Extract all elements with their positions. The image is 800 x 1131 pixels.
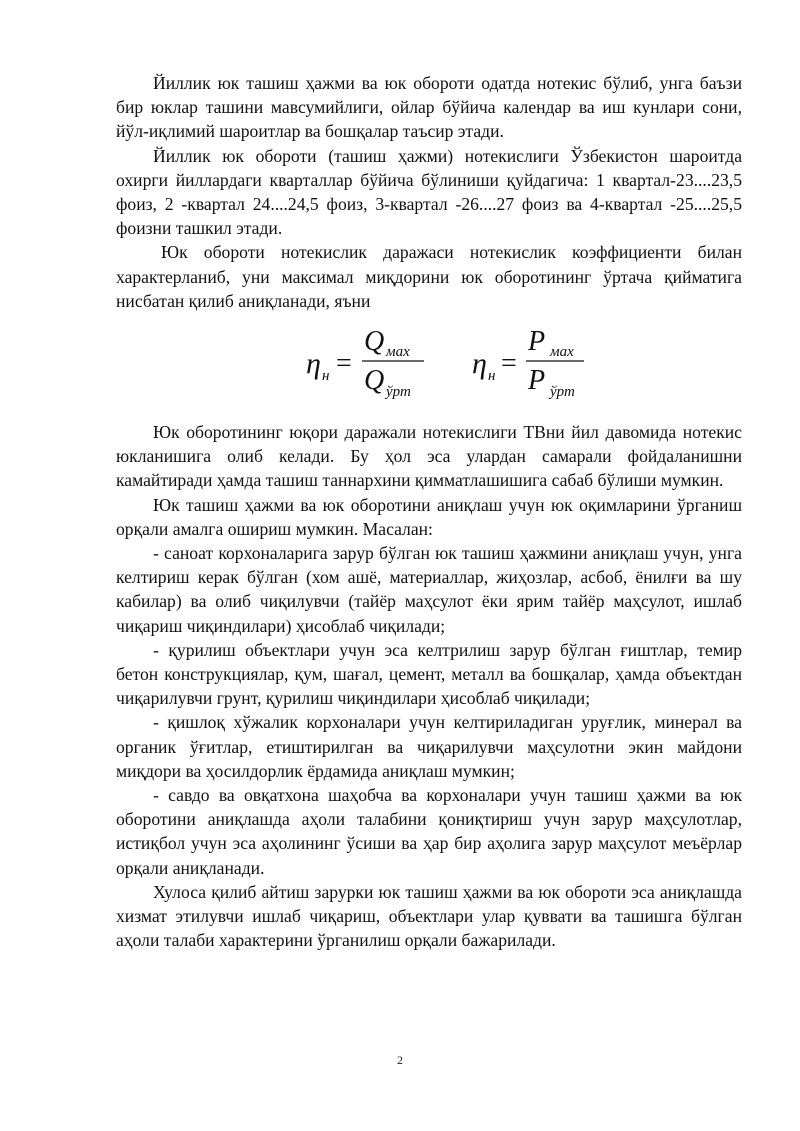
formula-p-denominator: P (528, 365, 546, 396)
paragraph-high-unevenness: Юк оборотининг юқори даражали нотекислиги ТВни йил давомида нотекис юкланишига олиб келади. Бу ҳол эса улардан самарали фойдаланишни камайтиради ҳамда ташиш таннархини қимматлашишига сабаб бўлиши мумкин. (116, 422, 742, 491)
formula-p-sub-avg: ўрт (550, 384, 575, 400)
formula-q (306, 326, 424, 400)
paragraph-quarterly-distribution: Йиллик юк обороти (ташиш ҳажми) нотекислиги Ўзбекистон шароитда охирги йиллардаги кварталлар бўйича бўлиниши қуйдагича: 1 квартал-23....23,5 фоиз, 2 -квартал 24....24,5 фоиз, 3-квартал -26....27 фоиз ва 4-квартал -25....25,5 фоизни ташкил этади. (116, 145, 742, 239)
page-number: 2 (397, 1053, 403, 1067)
paragraph-cargo-flow-study: Юк ташиш ҳажми ва юк оборотини аниқлаш учун юк оқимларини ўрганиш орқали амалга ошириш мумкин. Масалан: (116, 494, 742, 539)
formula-eta-sub-right: н (488, 368, 496, 384)
formula-q-sub-avg: ўрт (386, 384, 411, 400)
formula-q-numerator: Q (364, 326, 385, 357)
paragraph-unevenness-coefficient: Юк обороти нотекислик даражаси нотекислик коэффициенти билан характерланиб, уни максимал миқдорини юк оборотининг ўртача қийматига нисбатан қилиб аниқланади, яъни (116, 242, 742, 311)
formula-p-numerator: P (528, 326, 546, 357)
text-block-top (116, 71, 742, 313)
list-item-trade: - савдо ва овқатхона шаҳобча ва корхоналари учун ташиш ҳажми ва юк оборотини аниқлашда аҳоли талабини қониқтириш учун зарур маҳсулотлар, истиқбол учун эса аҳолининг ўсиши ва ҳар бир аҳолига зарур маҳсулот меъёрлар орқали аниқланади. (116, 785, 742, 878)
formula-equals-left: = (336, 348, 352, 379)
formula-p-sub-max: мах (550, 344, 574, 360)
text-block-bottom (116, 420, 742, 952)
formula-eta-right: η (472, 347, 487, 380)
formula (300, 323, 620, 408)
paragraph-annual-volume: Йиллик юк ташиш ҳажми ва юк обороти одатда нотекис бўлиб, унга баъзи бир юклар ташини мавсумийлиги, ойлар бўйича календар ва иш кунлари сони, йўл-иқлимий шароитлар ва бошқалар таъсир этади. (116, 73, 742, 142)
list-item-construction: - қурилиш объектлари учун эса келтрилиш зарур бўлган ғиштлар, темир бетон конструкциялар, қум, шағал, цемент, металл ва бошқалар, ҳамда объектдан чиқарилувчи грунт, қурилиш чиқиндилари ҳисоблаб чиқилади; (116, 639, 742, 709)
formula-p (472, 326, 584, 400)
list-item-industrial: - саноат корхоналарига зарур бўлган юк ташиш ҳажмини аниқлаш учун, унга келтириш керак бўлган (хом ашё, материаллар, жиҳозлар, асбоб, ёнилғи ва шу кабилар) ва олиб чиқилувчи (тайёр маҳсулот ёки ярим тайёр маҳсулот, ишлаб чиқариш чиқиндилари) ҳисоблаб чиқилади; (116, 543, 742, 636)
formula-equals-right: = (501, 348, 517, 379)
formula-eta-left: η (306, 347, 321, 380)
formula-svg (300, 323, 620, 408)
list-item-agriculture: - қишлоқ хўжалик корхоналари учун келтириладиган уруғлик, минерал ва органик ўғитлар, етиштирилган ва чиқарилувчи маҳсулотни экин майдони миқдори ва ҳосилдорлик ёрдамида аниқлаш мумкин; (116, 712, 742, 781)
formula-eta-sub-left: н (322, 368, 330, 384)
formula-q-denominator: Q (364, 365, 385, 396)
formula-q-sub-max: мах (386, 344, 410, 360)
paragraph-conclusion: Хулоса қилиб айтиш зарурки юк ташиш ҳажми ва юк обороти эса аниқлашда хизмат этилувчи ишлаб чиқариш, объектлари улар қуввати ва ташишга бўлган аҳоли талаби характерини ўрганилиш орқали бажарилади. (116, 881, 742, 951)
